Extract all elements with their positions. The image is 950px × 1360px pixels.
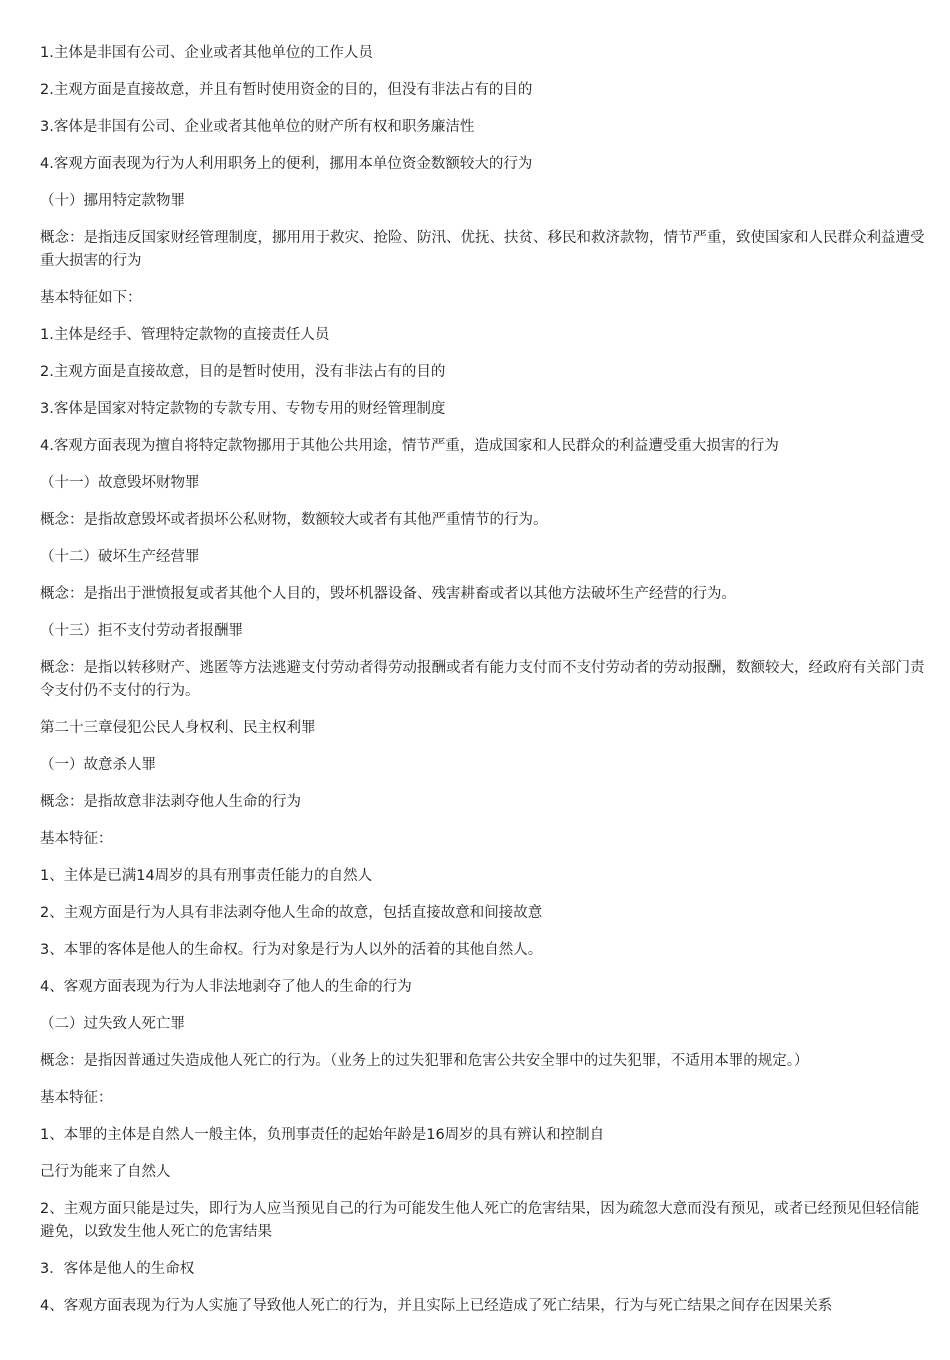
concept-paragraph: 概念：是指因普通过失造成他人死亡的行为。（业务上的过失犯罪和危害公共安全罪中的过失犯罪，不适用本罪的规定。） bbox=[40, 1053, 809, 1069]
text-paragraph: 3．客体是他人的生命权 bbox=[40, 1261, 195, 1277]
text-paragraph: 3.客体是国家对特定款物的专款专用、专物专用的财经管理制度 bbox=[40, 401, 446, 417]
text-paragraph: 1.主体是非国有公司、企业或者其他单位的工作人员 bbox=[40, 45, 373, 61]
text-paragraph: 1.主体是经手、管理特定款物的直接责任人员 bbox=[40, 327, 330, 343]
concept-paragraph: 概念：是指出于泄愤报复或者其他个人目的，毁坏机器设备、残害耕畜或者以其他方法破坏生产经营的行为。 bbox=[40, 586, 736, 602]
section-heading: （二）过失致人死亡罪 bbox=[40, 1016, 185, 1032]
text-paragraph: 2.主观方面是直接故意，目的是暂时使用，没有非法占有的目的 bbox=[40, 364, 446, 380]
subheading: 基本特征： bbox=[40, 831, 113, 847]
text-paragraph: 4、客观方面表现为行为人非法地剥夺了他人的生命的行为 bbox=[40, 979, 412, 995]
concept-paragraph: 概念：是指违反国家财经管理制度，挪用用于救灾、抢险、防汛、优抚、扶贫、移民和救济款物，情节严重，致使国家和人民群众利益遭受重大损害的行为 bbox=[40, 230, 925, 269]
text-paragraph: 1、主体是已满14周岁的具有刑事责任能力的自然人 bbox=[40, 868, 373, 884]
concept-paragraph: 概念：是指故意毁坏或者损坏公私财物，数额较大或者有其他严重情节的行为。 bbox=[40, 512, 548, 528]
text-paragraph: 3、本罪的客体是他人的生命权。行为对象是行为人以外的活着的其他自然人。 bbox=[40, 942, 543, 958]
subheading: 基本特征如下： bbox=[40, 290, 142, 306]
text-paragraph: 4、客观方面表现为行为人实施了导致他人死亡的行为，并且实际上已经造成了死亡结果，行为与死亡结果之间存在因果关系 bbox=[40, 1298, 833, 1314]
subheading: 基本特征： bbox=[40, 1090, 113, 1106]
text-paragraph: 4.客观方面表现为擅自将特定款物挪用于其他公共用途，情节严重，造成国家和人民群众的利益遭受重大损害的行为 bbox=[40, 438, 779, 454]
section-heading: （十三）拒不支付劳动者报酬罪 bbox=[40, 623, 243, 639]
concept-paragraph: 概念：是指以转移财产、逃匿等方法逃避支付劳动者得劳动报酬或者有能力支付而不支付劳动者的劳动报酬，数额较大，经政府有关部门责令支付仍不支付的行为。 bbox=[40, 660, 925, 699]
section-heading: （十二）破坏生产经营罪 bbox=[40, 549, 200, 565]
text-paragraph: 己行为能来了自然人 bbox=[40, 1164, 171, 1180]
section-heading: （十）挪用特定款物罪 bbox=[40, 193, 185, 209]
section-heading: （十一）故意毁坏财物罪 bbox=[40, 475, 200, 491]
text-paragraph: 1、本罪的主体是自然人一般主体，负刑事责任的起始年龄是16周岁的具有辨认和控制自 bbox=[40, 1127, 605, 1143]
concept-paragraph: 概念：是指故意非法剥夺他人生命的行为 bbox=[40, 794, 301, 810]
text-paragraph: 4.客观方面表现为行为人利用职务上的便利，挪用本单位资金数额较大的行为 bbox=[40, 156, 533, 172]
text-paragraph: 2、主观方面只能是过失，即行为人应当预见自己的行为可能发生他人死亡的危害结果，因为疏忽大意而没有预见，或者已经预见但轻信能避免，以致发生他人死亡的危害结果 bbox=[40, 1201, 920, 1240]
section-heading: （一）故意杀人罪 bbox=[40, 757, 156, 773]
chapter-heading: 第二十三章侵犯公民人身权利、民主权利罪 bbox=[40, 720, 316, 736]
text-paragraph: 2.主观方面是直接故意，并且有暂时使用资金的目的，但没有非法占有的目的 bbox=[40, 82, 533, 98]
text-paragraph: 3.客体是非国有公司、企业或者其他单位的财产所有权和职务廉洁性 bbox=[40, 119, 475, 135]
text-paragraph: 2、主观方面是行为人具有非法剥夺他人生命的故意，包括直接故意和间接故意 bbox=[40, 905, 543, 921]
